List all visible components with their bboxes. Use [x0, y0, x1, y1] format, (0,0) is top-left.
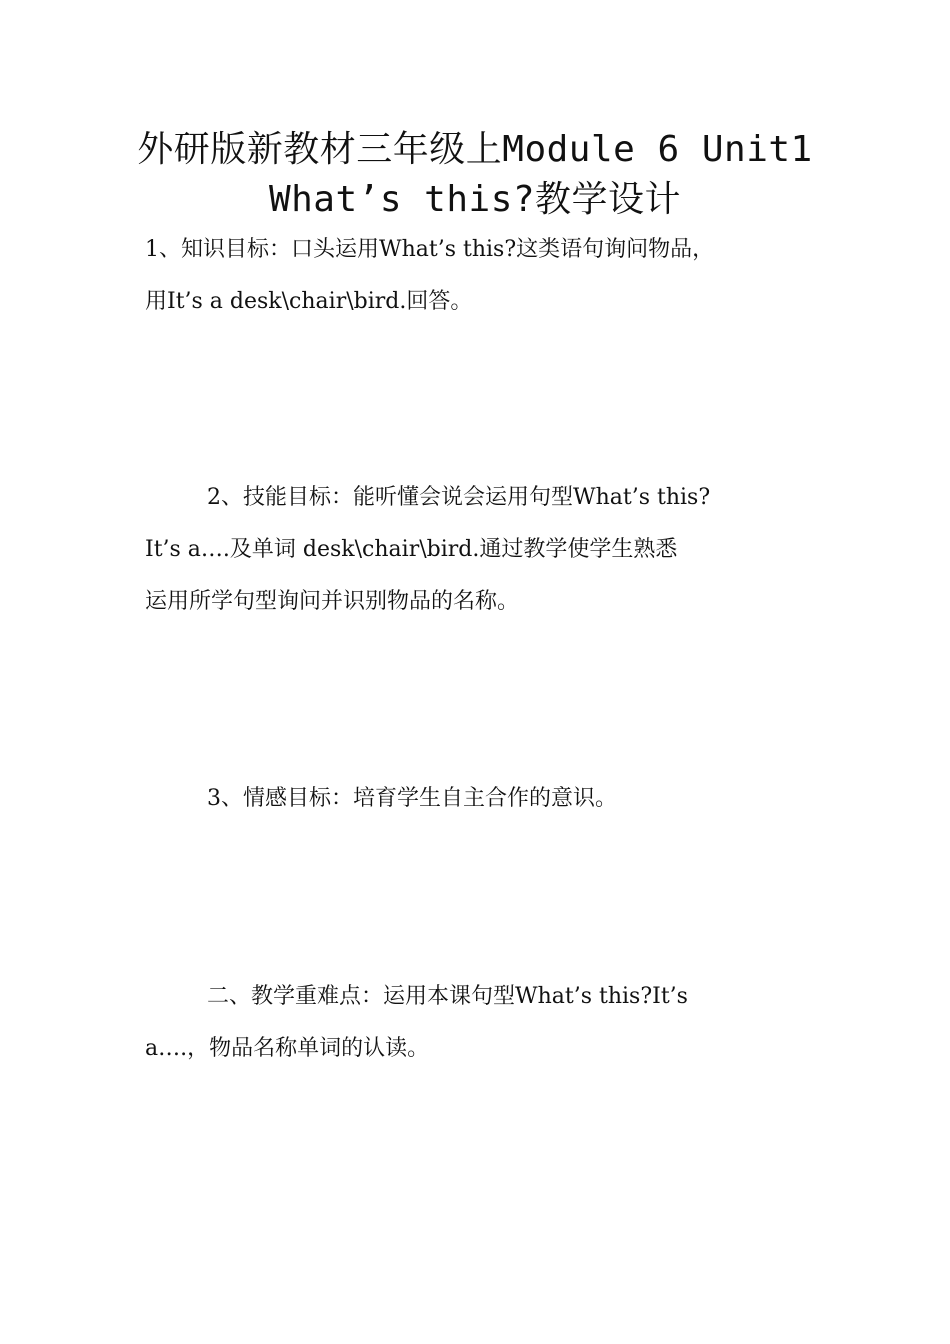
key-difficulties-paragraph	[145, 979, 825, 1074]
key-difficulties-line-1: 二、教学重难点：运用本课句型What’s this?It’s	[207, 984, 688, 1009]
knowledge-objective-line-1: 1、知识目标：口头运用What’s this?这类语句询问物品，	[145, 237, 715, 262]
skill-objective-line-1: 2、技能目标：能听懂会说会运用句型What’s this?	[207, 485, 711, 510]
emotional-objective-paragraph	[145, 781, 825, 821]
skill-objective-line-3: 运用所学句型询问并识别物品的名称。	[145, 589, 520, 614]
knowledge-objective-line-2: 用It’s a desk\chair\bird.回答。	[145, 289, 473, 314]
document-title-line-1: 外研版新教材三年级上Module 6 Unit1	[137, 129, 813, 170]
skill-objective-paragraph	[145, 480, 825, 630]
knowledge-objective-paragraph	[145, 232, 825, 322]
key-difficulties-line-2: a….，物品名称单词的认读。	[145, 1036, 430, 1061]
document-title-line-2: What’s this?教学设计	[268, 179, 682, 220]
skill-objective-line-2: It’s a….及单词 desk\chair\bird.通过教学使学生熟悉	[145, 537, 678, 562]
emotional-objective-line-1: 3、情感目标：培育学生自主合作的意识。	[207, 786, 617, 811]
